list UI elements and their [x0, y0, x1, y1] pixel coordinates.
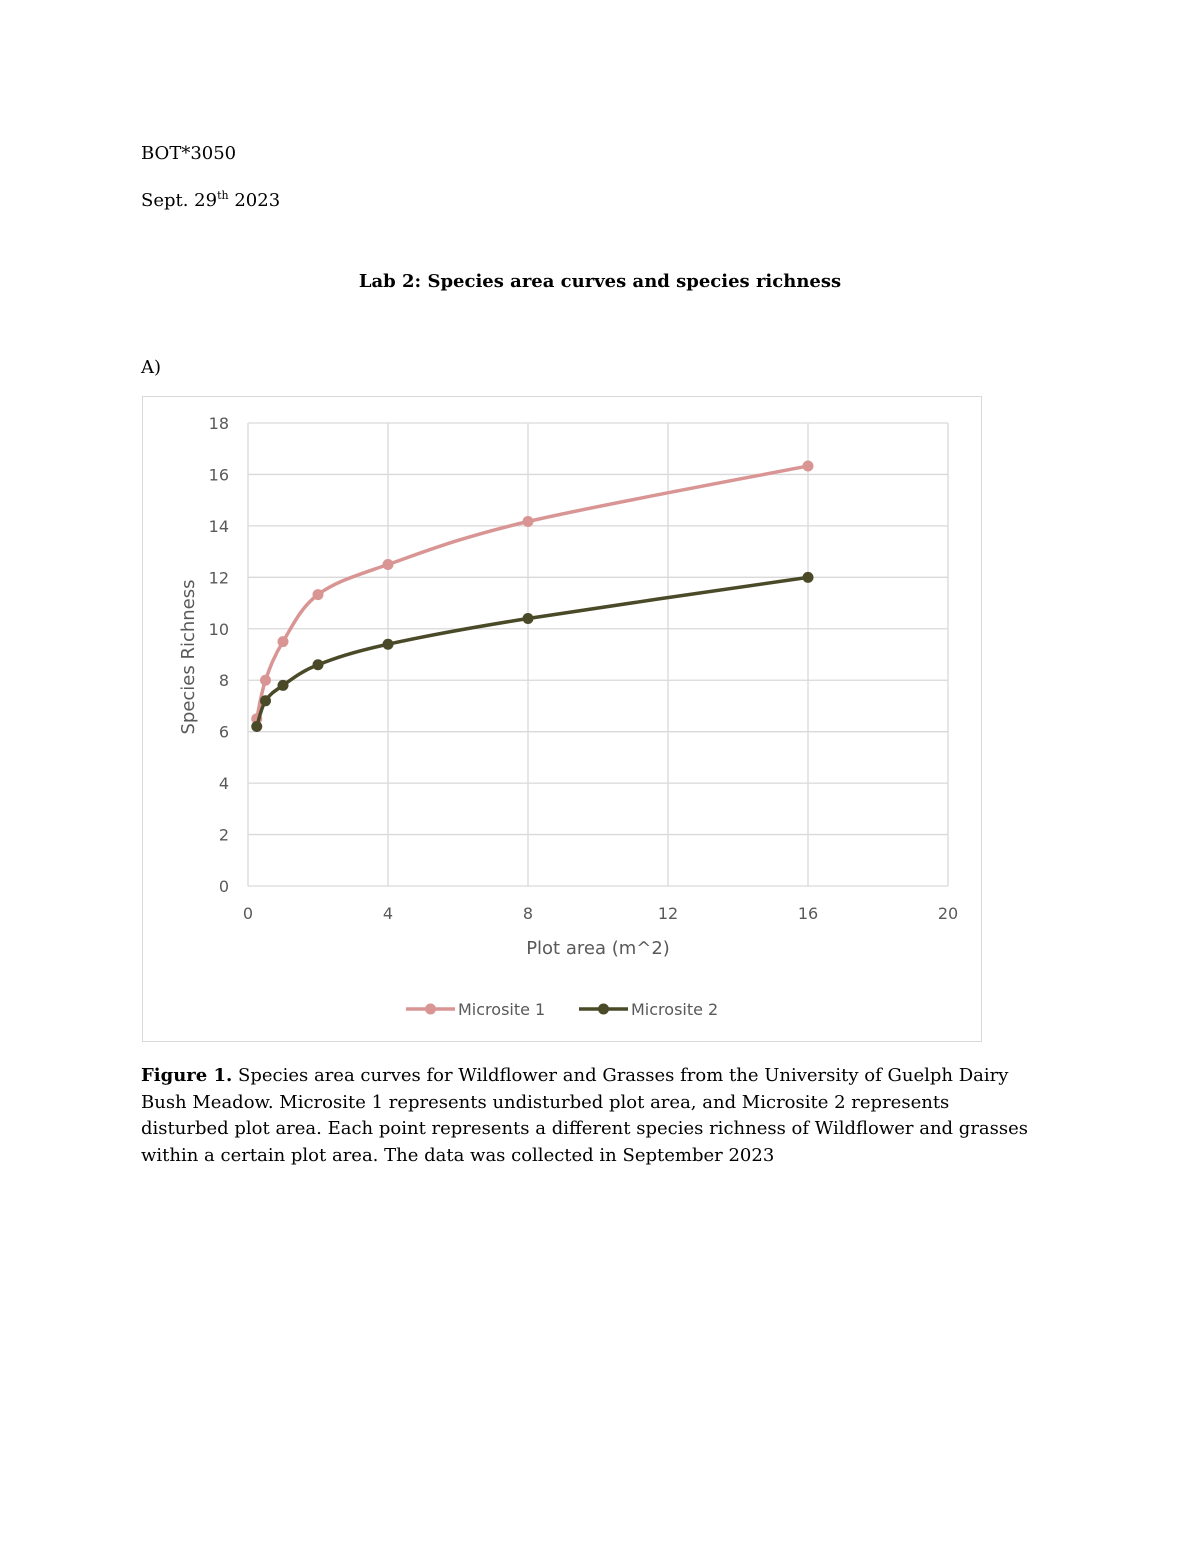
- y-tick-label: 10: [208, 619, 229, 639]
- x-tick-label: 0: [242, 904, 254, 923]
- date-suffix: 2023: [228, 190, 281, 211]
- figure-caption: [141, 1063, 1041, 1169]
- chart-container: [142, 396, 982, 1042]
- series-2-point: [383, 639, 394, 650]
- x-axis-title: Plot area (m^2): [526, 938, 670, 959]
- series-2-point: [803, 572, 814, 583]
- x-tick-label: 16: [797, 904, 819, 923]
- series-2-point: [523, 613, 534, 624]
- y-tick-label: 2: [218, 825, 229, 845]
- caption-text: Species area curves for Wildflower and Grasses from the University of Guelph Dairy Bush Meadow. Microsite 1 represents undisturbed plot area, and Microsite 2 represents disturbed plot area. Each point represents a different species richness of Wildflower and grasses within a certain plot area. The data was collected in September 2023: [141, 1065, 1029, 1166]
- date-superscript: th: [217, 189, 229, 202]
- y-tick-label: 0: [218, 877, 229, 896]
- y-tick-label: 12: [208, 568, 229, 588]
- series-2-point: [278, 680, 289, 691]
- y-tick-label: 18: [208, 414, 229, 433]
- series-1: [251, 460, 813, 724]
- caption-label: Figure 1.: [141, 1065, 233, 1086]
- legend-series-1-swatch-marker: [425, 1004, 436, 1015]
- series-1-line: [257, 466, 808, 719]
- series-2: [251, 572, 813, 732]
- series-1-point: [260, 675, 271, 686]
- y-axis-title: Species Richness: [178, 579, 199, 735]
- date-prefix: Sept. 29: [141, 190, 218, 211]
- series-2-point: [313, 659, 324, 670]
- y-tick-label: 8: [218, 671, 229, 691]
- legend-series-2: [579, 1000, 718, 1019]
- x-tick-label: 8: [522, 904, 534, 923]
- series-1-point: [803, 460, 814, 471]
- y-tick-labels: [209, 414, 229, 896]
- legend-series-2-label: Microsite 2: [631, 1000, 719, 1019]
- document-title: Lab 2: Species area curves and species richness: [358, 271, 842, 292]
- y-tick-label: 14: [208, 516, 229, 536]
- course-code: BOT*3050: [141, 143, 237, 164]
- series-1-point: [313, 589, 324, 600]
- chart-legend: [406, 1000, 718, 1019]
- legend-series-2-swatch-marker: [598, 1004, 609, 1015]
- series-1-point: [383, 559, 394, 570]
- series-2-point: [251, 721, 262, 732]
- y-tick-label: 6: [218, 722, 229, 742]
- series-1-point: [523, 516, 534, 527]
- x-tick-label: 12: [657, 904, 679, 923]
- part-label: A): [141, 357, 162, 378]
- date-line: [141, 185, 280, 212]
- x-tick-label: 4: [382, 904, 394, 923]
- x-tick-label: 20: [937, 904, 959, 923]
- species-area-chart: [143, 397, 983, 1043]
- y-tick-label: 4: [218, 774, 229, 794]
- x-tick-labels: [243, 904, 958, 923]
- legend-series-1-label: Microsite 1: [458, 1000, 546, 1019]
- series-1-point: [278, 636, 289, 647]
- y-tick-label: 16: [208, 465, 229, 485]
- series-2-point: [260, 695, 271, 706]
- legend-series-1: [406, 1000, 545, 1019]
- chart-series: [251, 460, 813, 732]
- series-2-line: [257, 577, 808, 726]
